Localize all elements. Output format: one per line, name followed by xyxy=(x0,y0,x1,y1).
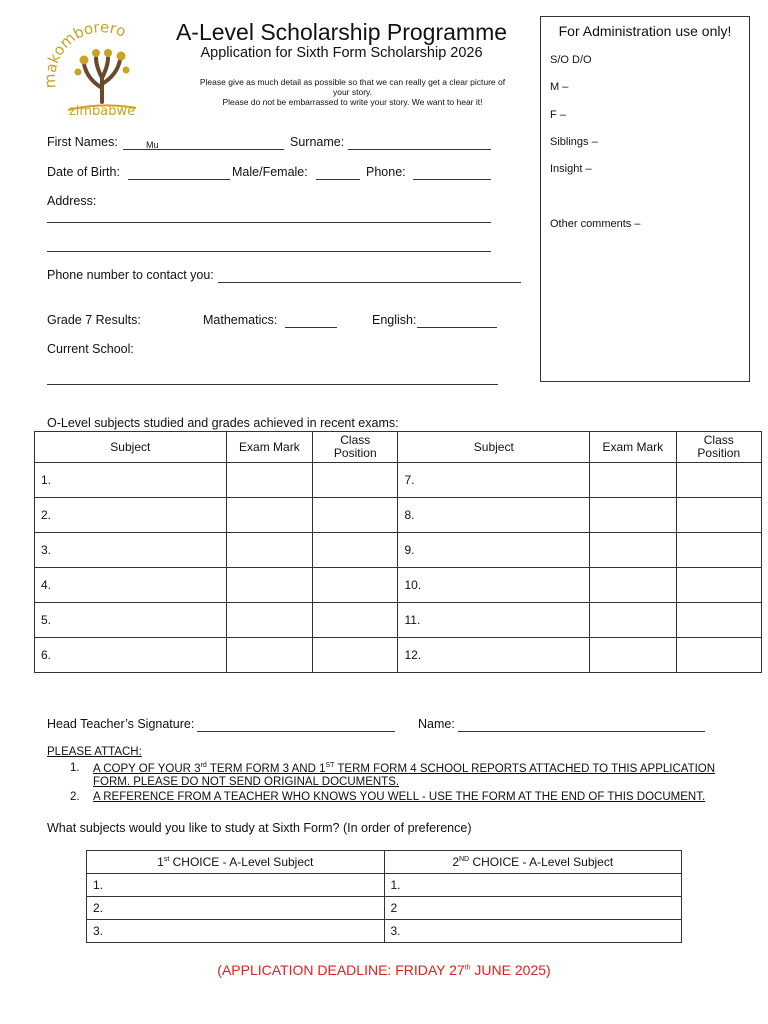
table-row xyxy=(35,463,762,498)
exam-mark-cell[interactable] xyxy=(226,533,312,568)
row-number[interactable]: 5. xyxy=(35,603,227,638)
table-row xyxy=(35,603,762,638)
dob-label: Date of Birth: xyxy=(47,165,120,179)
exam-mark-cell[interactable] xyxy=(590,498,676,533)
first-choice-cell[interactable]: 3. xyxy=(87,920,385,943)
name-label: Name: xyxy=(418,717,455,731)
application-deadline: (APPLICATION DEADLINE: FRIDAY 27th JUNE 2025) xyxy=(217,962,551,978)
intro-text xyxy=(180,77,525,107)
row-number[interactable]: 12. xyxy=(398,638,590,673)
current-school-field[interactable] xyxy=(47,384,498,385)
english-field[interactable] xyxy=(417,327,497,328)
address-label: Address: xyxy=(47,194,97,208)
row-number[interactable]: 2. xyxy=(35,498,227,533)
row-number[interactable]: 4. xyxy=(35,568,227,603)
attach-item-number: 2. xyxy=(70,791,80,803)
head-teacher-signature-field[interactable] xyxy=(197,731,395,732)
class-position-cell[interactable] xyxy=(313,603,398,638)
maths-field[interactable] xyxy=(285,327,337,328)
admin-insight: Insight – xyxy=(550,163,592,175)
exam-mark-cell[interactable] xyxy=(590,533,676,568)
column-header: 2ND CHOICE - A-Level Subject xyxy=(384,851,682,874)
class-position-cell[interactable] xyxy=(676,638,761,673)
phone-field[interactable] xyxy=(413,179,491,180)
first-names-label: First Names: xyxy=(47,135,118,149)
table-row xyxy=(87,897,682,920)
contact-phone-label: Phone number to contact you: xyxy=(47,268,214,282)
admin-other-comments: Other comments – xyxy=(550,218,641,230)
address-line-1[interactable] xyxy=(47,222,491,223)
male-female-label: Male/Female: xyxy=(232,165,308,179)
address-line-2[interactable] xyxy=(47,251,491,252)
olevel-table xyxy=(34,431,762,673)
exam-mark-cell[interactable] xyxy=(590,603,676,638)
svg-text:makomborero xyxy=(44,18,129,89)
table-row xyxy=(87,920,682,943)
surname-label: Surname: xyxy=(290,135,345,149)
admin-siblings: Siblings – xyxy=(550,136,598,148)
intro-line: your story. xyxy=(332,87,373,97)
class-position-cell[interactable] xyxy=(313,568,398,603)
second-choice-cell[interactable]: 2 xyxy=(384,897,682,920)
class-position-cell[interactable] xyxy=(313,463,398,498)
logo-brand-text: komborero xyxy=(44,18,129,66)
column-header: Class Position xyxy=(676,432,761,463)
row-number[interactable]: 3. xyxy=(35,533,227,568)
dob-field[interactable] xyxy=(128,179,230,180)
exam-mark-cell[interactable] xyxy=(226,498,312,533)
grade7-label: Grade 7 Results: xyxy=(47,313,141,327)
page-title: A-Level Scholarship Programme xyxy=(175,19,508,45)
table-row xyxy=(35,533,762,568)
table-row xyxy=(87,874,682,897)
attach-item-number: 1. xyxy=(70,762,80,774)
name-field[interactable] xyxy=(458,731,705,732)
maths-label: Mathematics: xyxy=(203,313,278,327)
head-teacher-signature-label: Head Teacher’s Signature: xyxy=(47,717,195,731)
page-subtitle: Application for Sixth Form Scholarship 2026 xyxy=(200,45,483,61)
exam-mark-cell[interactable] xyxy=(226,603,312,638)
admin-f: F – xyxy=(550,109,566,121)
admin-box xyxy=(540,16,750,382)
class-position-cell[interactable] xyxy=(676,568,761,603)
second-choice-cell[interactable]: 1. xyxy=(384,874,682,897)
row-number[interactable]: 7. xyxy=(398,463,590,498)
column-header: Subject xyxy=(35,432,227,463)
current-school-label: Current School: xyxy=(47,342,134,356)
row-number[interactable]: 1. xyxy=(35,463,227,498)
admin-title: For Administration use only! xyxy=(558,23,732,39)
surname-field[interactable] xyxy=(348,149,491,150)
column-header: Exam Mark xyxy=(590,432,676,463)
table-row xyxy=(35,568,762,603)
attach-heading: PLEASE ATTACH: xyxy=(47,746,142,758)
class-position-cell[interactable] xyxy=(313,533,398,568)
class-position-cell[interactable] xyxy=(313,638,398,673)
makomborero-logo xyxy=(44,18,160,124)
attach-item-2: A REFERENCE FROM A TEACHER WHO KNOWS YOU WELL - USE THE FORM AT THE END OF THIS DOCUMENT. xyxy=(93,791,706,803)
admin-so-do: S/O D/O xyxy=(550,54,592,66)
first-choice-cell[interactable]: 1. xyxy=(87,874,385,897)
table-row xyxy=(35,638,762,673)
row-number[interactable]: 10. xyxy=(398,568,590,603)
exam-mark-cell[interactable] xyxy=(590,568,676,603)
olevel-caption: O-Level subjects studied and grades achieved in recent exams: xyxy=(47,416,399,430)
english-label: English: xyxy=(372,313,417,327)
exam-mark-cell[interactable] xyxy=(226,638,312,673)
class-position-cell[interactable] xyxy=(676,533,761,568)
phone-label: Phone: xyxy=(366,165,406,179)
exam-mark-cell[interactable] xyxy=(226,568,312,603)
exam-mark-cell[interactable] xyxy=(226,463,312,498)
column-header: Class Position xyxy=(313,432,398,463)
second-choice-cell[interactable]: 3. xyxy=(384,920,682,943)
table-row xyxy=(35,498,762,533)
attach-item-1-line-2: FORM. PLEASE DO NOT SEND ORIGINAL DOCUMENTS. xyxy=(93,776,400,788)
class-position-cell[interactable] xyxy=(676,463,761,498)
choices-question: What subjects would you like to study at Sixth Form? (In order of preference) xyxy=(47,821,472,835)
choices-table xyxy=(86,850,682,943)
column-header: 1st CHOICE - A-Level Subject xyxy=(87,851,385,874)
male-female-field[interactable] xyxy=(316,179,360,180)
first-choice-cell[interactable]: 2. xyxy=(87,897,385,920)
class-position-cell[interactable] xyxy=(676,603,761,638)
first-names-value: Mu xyxy=(146,140,159,150)
column-header: Exam Mark xyxy=(226,432,312,463)
exam-mark-cell[interactable] xyxy=(590,638,676,673)
intro-line: Please do not be embarrassed to write your story. We want to hear it! xyxy=(222,97,483,107)
column-header: Subject xyxy=(398,432,590,463)
class-position-cell[interactable] xyxy=(313,498,398,533)
row-number[interactable]: 9. xyxy=(398,533,590,568)
attach-item-1: A COPY OF YOUR 3rd TERM FORM 3 AND 1ST TERM FORM 4 SCHOOL REPORTS ATTACHED TO THIS APPLICATION xyxy=(93,762,716,775)
logo-place-text: zimbabwe xyxy=(68,104,136,119)
contact-phone-field[interactable] xyxy=(218,282,521,283)
class-position-cell[interactable] xyxy=(676,498,761,533)
exam-mark-cell[interactable] xyxy=(590,463,676,498)
intro-line: Please give as much detail as possible so that we can really get a clear picture of xyxy=(199,77,506,87)
row-number[interactable]: 11. xyxy=(398,603,590,638)
row-number[interactable]: 6. xyxy=(35,638,227,673)
admin-m: M – xyxy=(550,81,569,93)
row-number[interactable]: 8. xyxy=(398,498,590,533)
